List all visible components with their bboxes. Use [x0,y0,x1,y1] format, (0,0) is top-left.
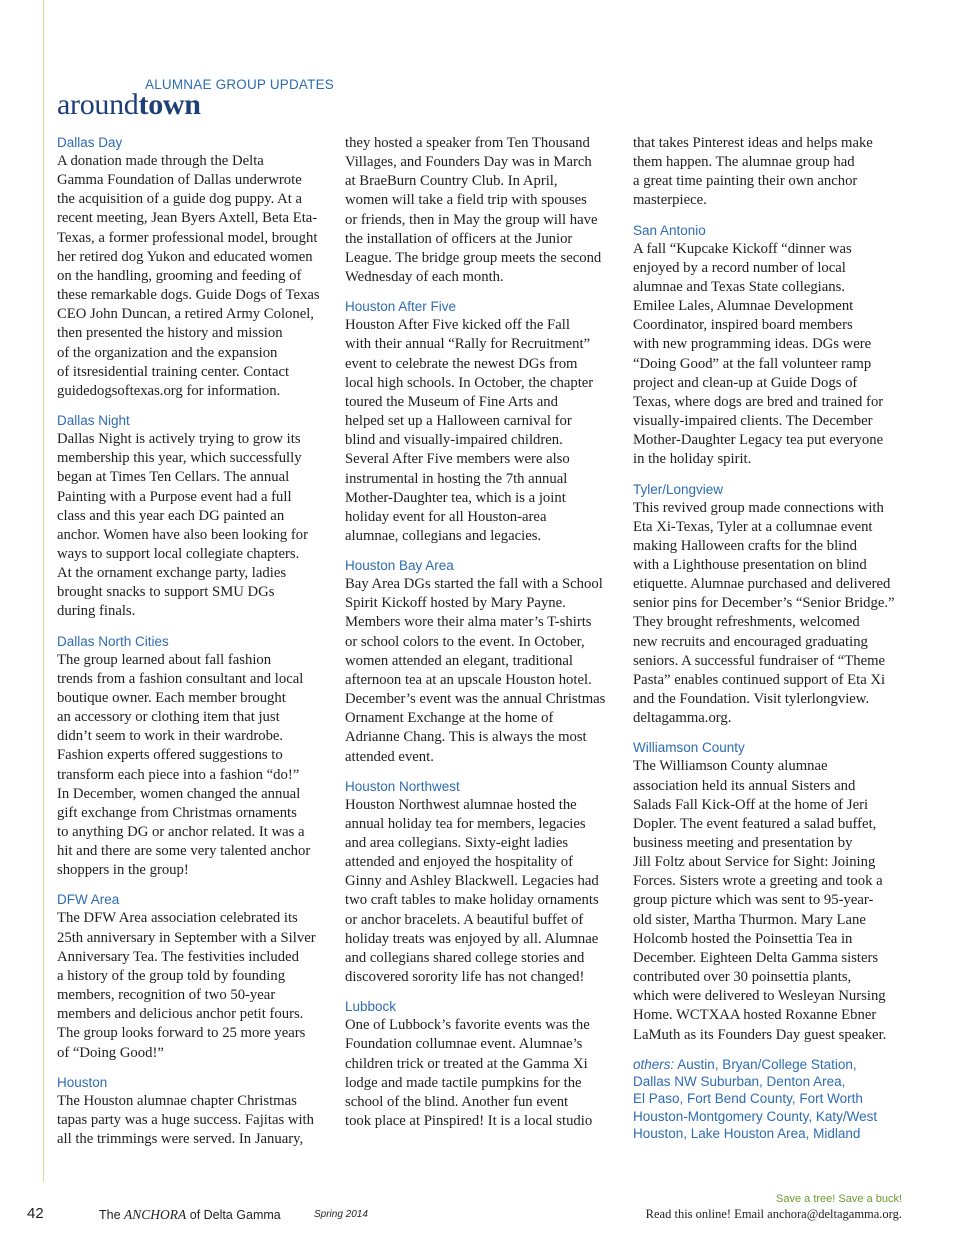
section-houston-bay-area [345,557,619,767]
section-title: Lubbock [345,999,397,1015]
section-body: A donation made through the Delta Gamma Foundation of Dallas underwrote the acquisition of a guide dog puppy. At a recent meeting, Jean Byers Axtell, Beta Eta- Texas, a former professional model, brought her retired dog Yukon and educated women on the handling, grooming and feeding of these remarkable dogs. Guide Dogs of Texas CEO John Duncan, a retired Army Colonel, then presented the history and mission of the organization and the expansion of itsresidential training center. Contact guidedogsoftexas.org for information. [57,153,320,399]
section-title: DFW Area [57,892,120,908]
section-title: San Antonio [633,222,706,238]
section-body: The DFW Area association celebrated its 25th anniversary in September with a Silver Anniversary Tea. The festivities included a history of the group told by founding members, recognition of two 50-year members and delicious anchor petit fours. The group looks forward to 25 more years of “Doing Good!” [57,910,316,1061]
section-title: Dallas North Cities [57,633,169,649]
section-houston-continued [345,134,619,287]
publication-suffix: of Delta Gamma [186,1208,281,1222]
section-body: that takes Pinterest ideas and helps make them happen. The alumnae group had a great time painting their own anchor masterpiece. [633,135,873,209]
section-body: Houston Northwest alumnae hosted the annual holiday tea for members, legacies and area collegians. Sixty-eight ladies attended and enjoyed the hospitality of Ginny and Ashley Blackwell. Legacies had two craft tables to make holiday ornaments or anchor bracelets. A beautiful buffet of holiday treats was enjoyed by all. Alumnae and collegians shared college stories and discovered sorority life has not changed! [345,796,599,986]
section-dallas-north-cities [57,633,331,881]
section-title: Houston [57,1074,108,1090]
page-number: 42 [27,1205,44,1222]
section-body: Houston After Five kicked off the Fall with their annual “Rally for Recruitment” event to celebrate the newest DGs from local high schools. In October, the chapter toured the Museum of Fine Arts and helped set up a Halloween carnival for blind and visually-impaired children. Several After Five members were also instrumental in hosting the 7th annual Mother-Daughter tea, which is a joint holiday event for all Houston-area alumnae, collegians and legacies. [345,317,594,544]
section-body: This revived group made connections with Eta Xi-Texas, Tyler at a collumnae event making Halloween crafts for the blind with a Lighthouse presentation on blind etiquette. Alumnae purchased and delivered senior pins for December’s “Senior Bridge.” They brought refreshments, welcomed new recruits and encouraged graduating seniors. A successful fundraiser of “Theme Pasta” enables continued support of Eta Xi and the Foundation. Visit tylerlongview. deltagamma.org. [633,499,895,727]
page-title-bold: town [138,88,201,121]
section-houston-northwest [345,778,619,988]
section-houston [57,1074,331,1149]
publication-name [99,1207,281,1223]
section-body: Bay Area DGs started the fall with a School Spirit Kickoff hosted by Mary Payne. Members wore their alma mater’s T-shirts or school colors to the event. In October, women attended an elegant, traditional afternoon tea at an upscale Houston hotel. December’s event was the annual Christmas Ornament Exchange at the home of Adrianne Chang. This is always the most attended event. [345,576,606,765]
section-body: The Houston alumnae chapter Christmas tapas party was a huge success. Fajitas with all the trimmings were served. In January, [57,1092,314,1148]
section-title: Dallas Day [57,135,123,150]
section-title: Houston Northwest [345,778,460,794]
column-2 [345,134,619,1142]
section-dallas-night [57,412,331,622]
section-san-antonio [633,222,907,470]
section-body: A fall “Kupcake Kickoff “dinner was enjoyed by a record number of local alumnae and Texas State collegians. Emilee Lales, Alumnae Development Coordinator, inspired board members with new programming ideas. DGs were “Doing Good” at the fall volunteer ramp project and clean-up at Guide Dogs of Texas, where dogs are bred and trained for visually-impaired clients. The December Mother-Daughter Legacy tea put everyone in the holiday spirit. [633,240,884,468]
other-groups-label: others: [633,1056,675,1072]
section-title: Houston After Five [345,299,457,315]
section-body: The group learned about fall fashion trends from a fashion consultant and local boutique owner. Each member brought an accessory or clothing item that just didn’t seem to work in their wardrobe. Fashion experts offered suggestions to transform each piece into a fashion “do!” In December, women changed the annual gift exchange from Christmas ornaments to anything DG or anchor related. It was a hit and there are some very talented anchor shoppers in the group! [57,651,311,879]
page-title [57,88,201,122]
section-lubbock [345,998,619,1131]
section-body: they hosted a speaker from Ten Thousand Villages, and Founders Day was in March at BraeBurn Country Club. In April, women will take a field trip with spouses or friends, then in May the group will have the installation of officers at the Junior League. The bridge group meets the second Wednesday of each month. [345,135,602,286]
section-tyler-longview [633,481,907,729]
publication-prefix: The [99,1208,125,1222]
other-groups-list [633,1056,907,1142]
section-title: Houston Bay Area [345,558,454,574]
page-title-regular: around [57,88,139,121]
section-body: The Williamson County alumnae association held its annual Sisters and Salads Fall Kick-Off at the home of Jeri Dopler. The event featured a salad buffet, business meeting and presentation by Jill Foltz about Service for Sight: Joining Forces. Sisters wrote a greeting and took a group picture which was sent to 95-year- old sister, Martha Thurmon. Mary Lane Holcomb hosted the Poinsettia Tea in December. Eighteen Delta Gamma sisters contributed over 30 poinsettia plants, which were delivered to Wesleyan Nursing Home. WCTXAA hosted Roxanne Ebner LaMuth as its Founders Day guest speaker. [633,758,887,1043]
section-title: Dallas Night [57,413,130,429]
column-3 [633,134,907,1142]
section-dfw-area [57,891,331,1062]
section-title: Tyler/Longview [633,481,724,497]
margin-rule [43,0,44,1182]
section-houston-after-five [345,298,619,546]
section-body: Dallas Night is actively trying to grow its membership this year, which successfully began at Times Ten Cellars. The annual Painting with a Purpose event had a full class and this year each DG painted an anchor. Women have also been looking for ways to support local collegiate chapters. At the ornament exchange party, ladies brought snacks to support SMU DGs during finals. [57,431,309,620]
section-kicker: ALUMNAE GROUP UPDATES [145,77,334,92]
magazine-title: ANCHORA [124,1207,187,1222]
section-dallas-day [57,134,331,401]
column-1 [57,134,331,1160]
section-body: One of Lubbock’s favorite events was the Foundation collumnae event. Alumnae’s children trick or treated at the Gamma Xi lodge and made tactile pumpkins for the school of the blind. Another fun event took place at Pinspired! It is a local studio [345,1017,593,1130]
section-williamson-county [633,739,907,1044]
issue-label: Spring 2014 [314,1209,368,1220]
section-lubbock-continued [633,134,907,211]
read-online-note: Read this online! Email anchora@deltagamma.org. [645,1207,902,1221]
section-title: Williamson County [633,740,745,756]
green-tagline: Save a tree! Save a buck! [776,1193,902,1205]
other-groups-names: Austin, Bryan/College Station, Dallas NW Suburban, Denton Area, El Paso, Fort Bend County, Fort Worth Houston-Montgomery County, Katy/West Houston, Lake Houston Area, Midland [633,1056,878,1141]
